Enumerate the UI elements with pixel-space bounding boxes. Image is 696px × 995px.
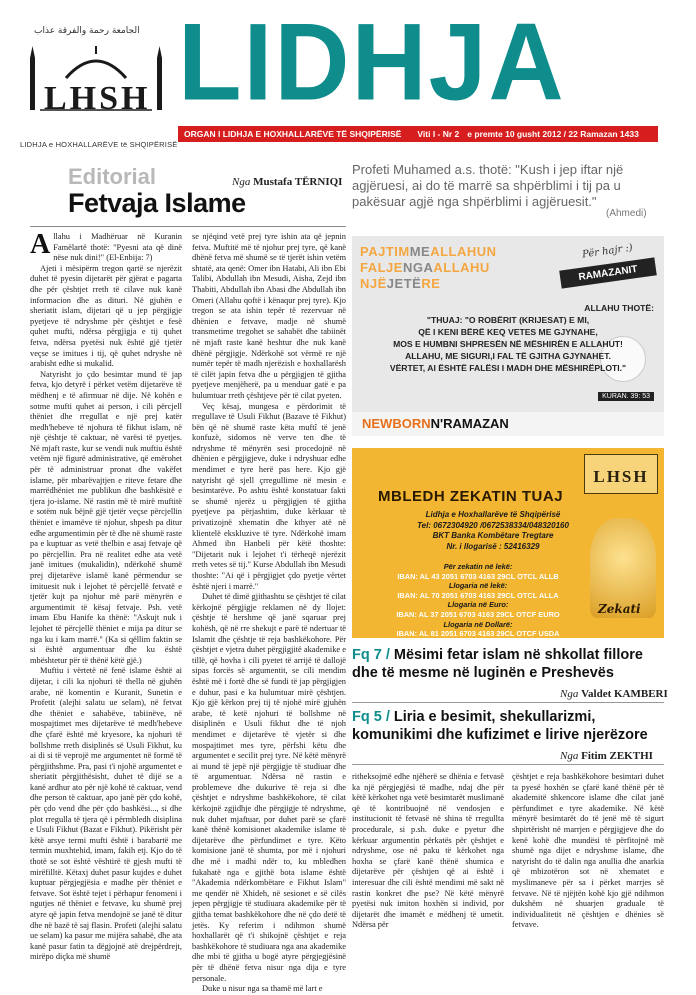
- link-author: Nga Fitim ZEKTHI: [560, 750, 653, 762]
- link-author: Nga Valdet KAMBERI: [560, 688, 668, 700]
- article-column-1: [30, 229, 182, 962]
- divider: [30, 226, 346, 227]
- quote-source: (Ahmedi): [606, 208, 647, 219]
- newspaper-title: LIDHJA: [178, 1, 566, 124]
- link-title: Liria e besimit, shekullarizmi, komunikimi dhe kufizimet e lirive njerëzore: [352, 709, 648, 743]
- ad-headline: PAJTIMMEALLAHUN FALJENGAALLAHU NJËJETËRE: [360, 244, 497, 291]
- article-author: [232, 176, 342, 188]
- verse-reference: KURAN. 39: 53: [598, 392, 654, 401]
- author-name: Mustafa TËRNIQI: [253, 176, 343, 188]
- zakat-ad[interactable]: [352, 448, 664, 638]
- paragraph: Muftiu i vërtetë në fenë islame është ai dijetar, i cili ka njohuri të thella në gjuhën arabe, në komentin e Kuranit, Sunetin e Profetit (alejhi salatu ue selam), në fetvat dhe thëniet e sahabëve, tabiinëve, në mospajtimet mes dijetarëve të medh'hebeve dhe çfarë është më kryesore, ka njohuri të bollshme rreth disiplinës së Usuli Fikhut, ku ai di si të veprojë me argumentet në formë të përgjithshme. Pra, pasi t'i njohë argumentet e sheriatit përgjithësisht, duhet të dijë se a kanë ardhur ato për një kohë të caktuar, vend dhe person të caktuar, apo janë për çdo kohë, për çdo vend dhe për çdo bashkësi..., si dhe plot rregulla të tjera që i përmbledh disiplina e Usuli Fikhut (Bazat e Fikhut). Pikërisht për këtë arsye termi mufti është i barabartë me termin muxhtehid, imam, fakih etj. Kjo do të thotë se sot është vështirë të gjesh mufti të mirëfilltë. Këtaxj duhet pasur kujdes e duhet kuptuar përgjegjësia e madhe për thëniet e fetvave. Sot është tejet i përhapur fenomeni i ngutjes në thëniet e fetvave, ku shumë prej atyre që japin fetva mendojnë se janë të ditur dhe në bazë të saj flasin. Profeti (alejhi salatu ue selam) ka pasur me mijëra sahabë, dhe ata kanë pasur fatin ta dëgjojnë atë drejpërdrejt, mirëpo diçka më shumë: [30, 666, 182, 962]
- article-column-4: [512, 772, 664, 952]
- paragraph: se njëqind vetë prej tyre ishin ata që jepnin fetva. Muftitë më të njohur prej tyre, që kanë dhënë fetva më shumë se të tjerët ishin vetëm shtatë, ata qenë: Omer ibn Hatabi, Ali ibn Ebi Talibi, Abdullah ibn Mesudi, Aisha, Zejd ibn Thabiti, Abdullah ibn Abasi dhe Abdullah ibn Omeri (Allahu qoftë i kënaqur prej tyre). Kjo tregon se ata ishin tepër të rezervuar në dhënien e fetvave, madje në shumë transmetime tregohet se sahabët dhe tabiinët në mjaft raste kanë heshtur dhe nuk kanë dhënë përgjigje. Ndërkohë sot vërmë re një numër tepër të madh njerëzish e hoxhallarësh të cilët japin fetva dhe u përgjigjen të gjitha pyetjeve menjëherë, pa u menduar gatë e pa hulumtuar rreth çështjeve për të cilat pyeten.: [192, 232, 346, 400]
- article-column-3: [352, 772, 504, 952]
- ad-verse: ALLAHU THOTË: "THUAJ: "O ROBËRIT (KRIJESAT) E MI, QË I KENI BËRË KEQ VETES ME GJYNAHE, MOS E HUMBNI SHPRESËN NË MËSHIRËN E ALLAHUT! ALLAHU, ME SIGURI,I FAL TË GJITHA GJYNAHET. VËRTET, AI ËSHTË FALËSI I MADH DHE MËSHIRËPLOTI.": [389, 303, 654, 373]
- masthead: [0, 0, 696, 150]
- ad-title: MBLEDH ZEKATIN TUAJ: [378, 488, 564, 505]
- article-column-2: [192, 232, 346, 994]
- lhsh-logo[interactable]: [20, 18, 178, 149]
- link-title: Mësimi fetar islam në shkollat fillore dhe të mesme në luginën e Preshevës: [352, 647, 643, 681]
- hadith-quote: Profeti Muhamed a.s. thotë: "Kush i jep iftar një agjëruesi, ai do të marrë sa shpërblimi i tij pa u pakësuar agjë nga shpërblimi i agjëruesit.": [352, 162, 624, 209]
- drop-cap: A: [30, 229, 51, 260]
- paragraph: çështjet e reja bashkëkohore besimtari duhet ta pyesë hoxhën se çfarë kanë thënë për të akademitë shkencore islame dhe cilat janë përfundimet e tyre akademike. Në këtë mënyrë besimtarët do të jenë më të sigurt shpirtërisht në marrjen e përgjigjeve dhe do kenë kohë dhe mundësi të përfitojnë më shumë nga dijet e ndryshme islame, dhe natyrisht do të dalin nga anullia dhe anarkia që mbizotëron sot në xhematet e myslimaneve për sa i përket marrjes së fetvave. Në të njëjtën kohë kjo gjë ndihmon dukshëm në shuarjen graduale të individualitetit në çështjen e dhënies së fetvave.: [512, 772, 664, 930]
- logo-caption: LIDHJA e HOXHALLARËVE të SHQIPËRISË: [20, 140, 178, 149]
- issue-number: Viti I - Nr 2: [417, 129, 460, 139]
- ad-ribbon: RAMAZANIT: [559, 257, 657, 288]
- page-reference: Fq 7 /: [352, 647, 390, 663]
- article-link-2[interactable]: [352, 708, 664, 744]
- paragraph: Duhet të dimë gjithashtu se çështjet të cilat kërkojnë përgjigje reklamen në dy llojet: çështje të hershme që janë sqaruar prej kohësh, që në rre shekujt e parë të ndertuar të Islamit dhe çështje të reja bashkëkohore. Për çështjet e vjetra duhet përgjigjitë akademike e tillë, që hovha i cili pyetet të arrijë të dallojë sipas forcës së argumentit, se cili mendim është më i fortë dhe së fundi të jap përgjigjen e duhur, pasi e ka hulumtuar mirë çështjen. Kjo gjë kërkon prej tij të njohë mirë gjuhën arabe, të ketë njohuri të bollshme në disiplinën e Usuli fikhut dhe të njoh mendimet e dijetarëve të vjetër si dhe mospajtimet mes tyre, përfshi këtu dhe argumentet e secilit prej tyre. Në këtë mënyrë ai mund të jepë një përgjigje të studiuar dhe të argumentuar. Ndërsa në rastin e problemeve dhe dukurive të reja si dhe çështjet e ndryshme bashkëkohore, të cilat kërkojnë zgjidhje dhe përgjigje të ndryshme, nuk duhet mjaftuar, por duhet parë se çfarë kanë thënë komisionet akademike islame të dijetarëve dhe përfundimet e tyre. Këto komisione janë të shumta, por më i njohuri dhe më i madhi ndër to, ku mbledhen fukahatë nga e gjithë bota islame është "Akademia ndërkombëtare e Fikhut Islam" me qendër në Xhideh, në sesionet e së cilës jepen përgjigje të studiuara akademike për të gjitha temat bashkëkohore dhe në çdo detë të jetës. Ky referim i ndihmon shumë hoxhallarët që t'i shikojnë çështjet e reja bashkëkohore të studiuara nga ana akademike dhe mbi të gjitha u bogë atyre përgjegjësinë për të dhënë fetva nisur nga dija e tyre personale.: [192, 592, 346, 983]
- page-reference: Fq 5 /: [352, 709, 390, 725]
- ad-handwriting: Për hajr :): [581, 242, 634, 261]
- ad-slogan: NEWBORNN'RAMAZAN: [362, 416, 509, 431]
- issue-date: e premte 10 gusht 2012 / 22 Ramazan 1433: [467, 129, 639, 139]
- article-link-1[interactable]: [352, 646, 664, 682]
- ramadan-ad[interactable]: [352, 236, 664, 436]
- logo-wordmark: LHSH: [44, 80, 151, 117]
- organ-label: ORGAN I LIDHJA E HOXHALLARËVE TË SHQIPËRISË: [184, 129, 402, 139]
- paragraph: Natyrisht jo çdo besimtar mund të jap fetva, kjo detyrë i përket vetëm dijetarëve të mëdhenj e të afirmuar në dije. Në kohën e sotme mufti quhet ai person, i cili përcjell thëniet dhe rregullat e një prej katër medh'hebeve të njohura të fikhut islam, në një çështje të caktuar, në varësi të pyetjes. Në mjaft raste, kur se vendi nuk muftiu është vetëm një figurë administrative, që emërohet për të administruar pronat dhe vakëfet islame, për mbarëvajtjen e riteve fetare dhe marrëdhëniet me publikun dhe bashkësitë e tjera jo-islame. Në rastin më të mirë muftitë e sotëm nuk bëjnë gjë tjetër veçse përcjellin thëniet e imamëve të njohur, shpesh pa ditur edhe argumentimin për të dhe në shumë raste pa e kuptuar as vetë thelbin e asaj fetvaje që po përcjellin. Pra në realitet edhe ata vetë janë imitues (mukalidin), ndërkohë shumë prej dijetarëve islamë kanë përmendur se imituesit nuk i lejohet të përcjellë fetvatë e tjetër kujt pa njohur më parë mënyrën e argumentimit të kësaj fetvaje. Psh. vetë imam Ebu Hanife ka thënë: "Askujt nuk i lejohet të përcjellë thëniet e mija pa ditur se nga ku i kam marrë." (Ka si qëllim faktin se si është argumentuar dhe ku është mbështetur për të thënë këtë gjë.): [30, 369, 182, 665]
- article-title: Fetvaja Islame: [68, 188, 246, 218]
- ad-bank-accounts: Për zekatin në lekë: IBAN: AL 43 2051 6703 4163 29CL OTCL ALLB Llogaria në lekë: IBAN: AL 70 2051 6703 4163 29CL OTCL ALLA Llogaria në Euro: IBAN: AL 37 2051 6703 4163 29CL OTCF EURO Llogaria në Dollarë: IBAN: AL 81 2051 6703 4163 29CL OTCF USDA: [396, 562, 560, 639]
- paragraph: Allahu i Madhëruar në Kuranin Famëlartë thotë: "Pyesni ata që dinë nëse nuk dini!" (El-Enbija: 7): [30, 229, 182, 263]
- paragraph: Ajeti i mësipërm tregon qartë se njerëzit duhet të pyesin dijetarët për gjërat e pagarta dhe për çështjet rreth të cilave nuk kanë informacion dhe as dituri. Në gjuhën e sheriatit islam, dijetari që u jep përgjigje pyetjeve të ndryshme për çështjet e fesë quhet mufti, ndërsa përgjigja e tij quhet fetva, ndërsa pyetësi nuk është gjë tjetër veçse se imitues i tij, që quhet ndryshe në arabisht edhe si mukalid.: [30, 263, 182, 369]
- divider: [352, 702, 664, 703]
- ad-contact: Lidhja e Hoxhallarëve të Shqipërisë Tel: 0672304920 /0672538334/048320160 BKT Banka Kombëtare Tregtare Nr. i llogarisë : 52416329: [417, 510, 569, 551]
- paragraph: Duke u nisur nga sa thamë më lart e: [202, 984, 323, 994]
- section-label: Editorial: [68, 164, 157, 189]
- paragraph: Veç kësaj, mungesa e përdorimit të rregullave të Usuli Fikhut (Bazave të Fikhut) bën që në shumë raste këta muftî të jenë konfuzë, sidomos në verve ten dhe të ndryshme të mënyrën sesi procedojnë në dhënien e përgjigjeve, duke i ndryshuar edhe mendimet e tyre herë pas here. Kjo gjë natyrisht që sjell çrregullime në mesin e besimtarëve. Po ashtu është konstatuar fakti se shumë njerëz u përgjigjen të gjitha pyetjeve pa përjashtim, duke kërkuar të privatizojnë xhematin dhe kthyer atë në klientelë ekskluzive të tyre. Ndërkohë imam Ahmed ibn Hanbeli për këtë thoshte: "Dijetarit nuk i lejohet t'i tërheqë njerëzit rreth vetes së tij." Kurse Abdullah ibn Mesudi thoshte: "Ai që i përgjigjet çdo pyetje vërtet është njeri i marrë.": [192, 401, 346, 591]
- ad-zekati-label: Zekati: [598, 602, 641, 616]
- divider: [352, 764, 664, 765]
- organ-bar: [178, 126, 658, 142]
- logo-arabic-text: الجامعة رحمة والفرقة عذاب: [34, 26, 140, 36]
- author-prefix: Nga: [232, 176, 251, 188]
- ad-logo: LHSH: [584, 454, 658, 494]
- paragraph: ritheksojmë edhe njëherë se dhënia e fetvasë ka një përgjegjësi të madhe, ndaj dhe për këtë kërkohet nga vetë besimtarët muslimanë që të kontribuojnë në vendosjen e institucionit të fetvasë në shina të rregullta procedurale, si p.sh. duke e pyetur dhe kërkuar argumentin përkatës për çështjet e ndryshme, ose në paku të kërkohet nga hoxha se çfarë kanë thënë shumica e dijetarëve për çështjen që ai është i interesuar dhe cili është mendimi më sakt në rastin konkret dhe pse? Në këtë mënyrë pyetësi nuk imiton hoxhën si individ, por dijetarët dhe imamët e mëdhenj të umetit. Ndërsa për: [352, 772, 504, 930]
